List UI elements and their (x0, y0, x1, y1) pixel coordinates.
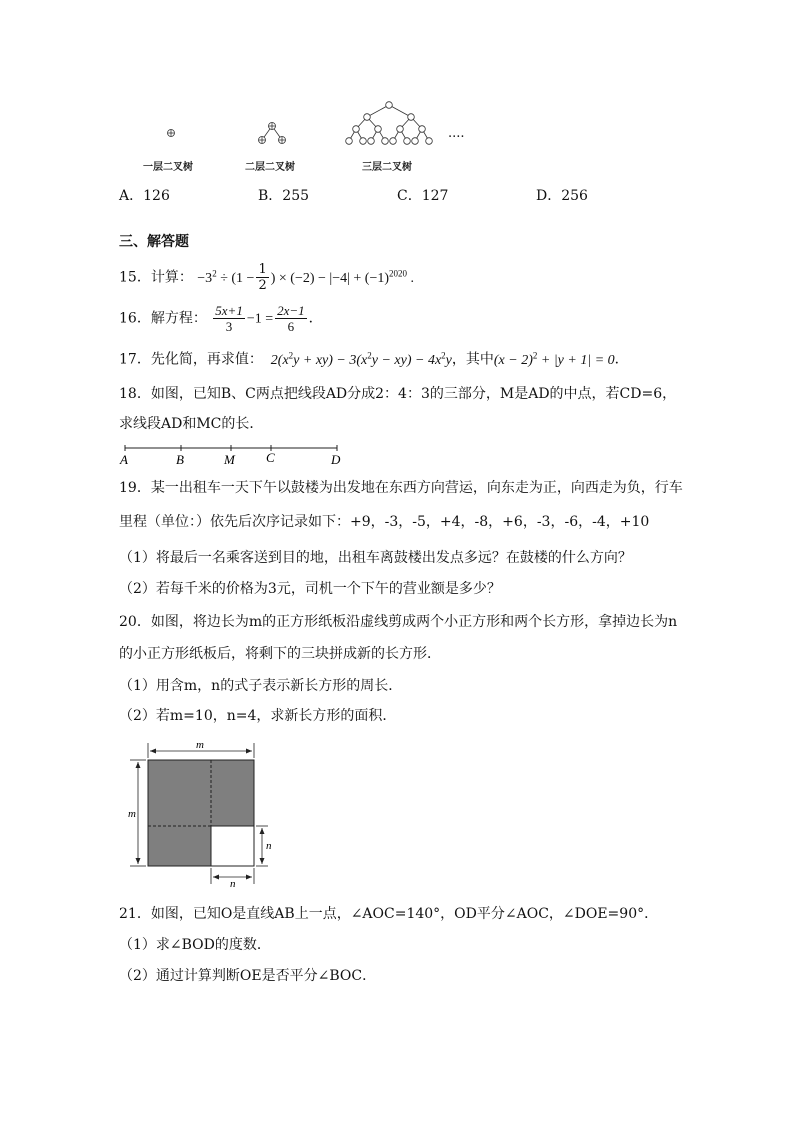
tree-three-layers (346, 102, 433, 145)
dim-label-n-bottom: n (230, 878, 236, 888)
q16-fraction-right: $\frac{2x-1}{6}$ (277, 303, 305, 334)
point-label-b: B (176, 452, 184, 467)
option-c: C．127 (397, 188, 449, 204)
question-18-line-2: 求线段AD和MC的长． (119, 416, 264, 432)
question-16: 16．解方程： $\frac{5x+1}{3}$ −1 = $\frac{2x-1}{6}$ ． (119, 303, 323, 334)
q16-fraction-left: $\frac{5x+1}{3}$ (215, 303, 243, 334)
question-19-line-1: 19．某一出租车一天下午以鼓楼为出发地在东西方向营运，向东走为正，向西走为负，行车 (119, 480, 683, 496)
point-label-c: C (266, 450, 275, 465)
point-label-d: D (331, 452, 341, 467)
tree-ellipsis: .... (448, 126, 465, 141)
tree-label-2: 二层二叉树 (245, 162, 295, 173)
question-18-line-1: 18．如图，已知B、C两点把线段AD分成2：4：3的三部分，M是AD的中点，若CD=6， (119, 386, 677, 402)
question-21-sub-1: （1）求∠BOD的度数． (119, 937, 271, 953)
section-title: 三、解答题 (119, 234, 189, 250)
question-20-sub-2: （2）若m=10，n=4，求新长方形的面积． (119, 708, 397, 724)
option-a: A．126 (119, 188, 170, 204)
point-label-m: M (224, 452, 235, 467)
question-21-line-1: 21．如图，已知O是直线AB上一点，∠AOC=140°，OD平分∠AOC，∠DOE=90°． (119, 906, 659, 922)
option-d: D．256 (536, 188, 588, 204)
tree-one-layer (168, 130, 175, 137)
dim-label-m-top: m (196, 739, 204, 751)
tree-two-layers (259, 123, 286, 144)
question-19-line-2: 里程（单位：）依先后次序记录如下：+9，-3，-5，+4，-8，+6，-3，-6，-4，+10 (119, 514, 650, 530)
tree-label-1: 一层二叉树 (143, 162, 193, 173)
point-label-a: A (120, 452, 128, 467)
tree-label-3: 三层二叉树 (362, 162, 412, 173)
dim-label-n-right: n (266, 840, 272, 852)
question-20-line-2: 的小正方形纸板后，将剩下的三块拼成新的长方形． (119, 646, 441, 662)
square-figure (122, 738, 282, 888)
question-19-sub-1: （1）将最后一名乘客送到目的地，出租车离鼓楼出发点多远？在鼓楼的什么方向？ (119, 550, 632, 566)
question-19-sub-2: （2）若每千米的价格为3元，司机一个下午的营业额是多少？ (119, 581, 501, 597)
segment-figure (115, 440, 350, 468)
question-15: 15．计算： $-3^2 \div (1$ − $\frac{1}{2}$ ) × $(-2) - |-4| + (-1)^{2020}$ . (119, 262, 415, 293)
q15-fraction: $\frac{1}{2}$ (258, 262, 267, 293)
question-21-sub-2: （2）通过计算判断OE是否平分∠BOC． (119, 968, 377, 984)
dim-label-m-left: m (128, 808, 136, 820)
option-b: B．255 (258, 188, 310, 204)
question-17: 17．先化简，再求值： $2(x^2y + xy) - 3(x^2y - xy) - 4x^2y$，其中$(x - 2)^2 + |y + 1| = 0$． (119, 350, 629, 368)
question-20-line-1: 20．如图，将边长为m的正方形纸板沿虚线剪成两个小正方形和两个长方形，拿掉边长为n (119, 614, 678, 630)
question-20-sub-1: （1）用含m，n的式子表示新长方形的周长． (119, 678, 403, 694)
